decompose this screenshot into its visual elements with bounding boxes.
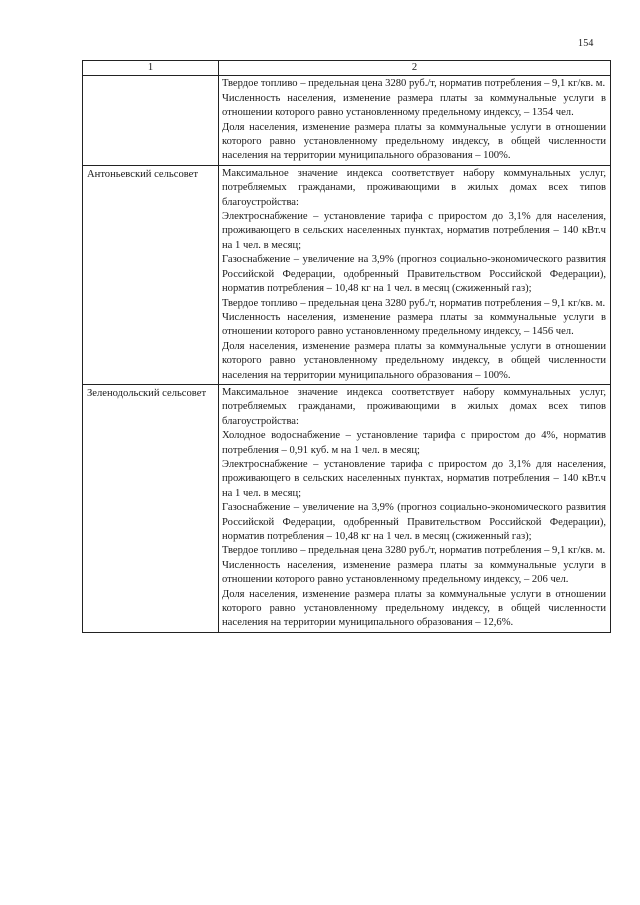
paragraph: Твердое топливо – предельная цена 3280 руб./т, норматив потребления – 9,1 кг/кв. м. xyxy=(222,78,606,90)
paragraph: Максимальное значение индекса соответствует набору коммунальных услуг, потребляемых гражданами, проживающими в жилых домах всех типов благоустройства: xyxy=(222,386,606,427)
municipality-name-cell: Антоньевский сельсовет xyxy=(83,165,219,384)
indicators-cell xyxy=(219,165,611,384)
paragraph: Доля населения, изменение размера платы за коммунальные услуги в отношении которого равно установленному предельному индексу, в общей численности населения на территории муниципального образования – 100%. xyxy=(222,340,606,381)
column-header-2: 2 xyxy=(219,61,611,76)
tariff-table xyxy=(82,60,611,633)
table-header-row xyxy=(83,61,611,76)
indicators-cell xyxy=(219,76,611,165)
paragraph: Твердое топливо – предельная цена 3280 руб./т, норматив потребления – 9,1 кг/кв. м. xyxy=(222,545,606,557)
paragraph: Доля населения, изменение размера платы за коммунальные услуги в отношении которого равно установленному предельному индексу, в общей численности населения на территории муниципального образования – 12,6%. xyxy=(222,588,606,629)
table-row xyxy=(83,76,611,165)
table-row xyxy=(83,165,611,384)
paragraph: Максимальное значение индекса соответствует набору коммунальных услуг, потребляемых гражданами, проживающими в жилых домах всех типов благоустройства: xyxy=(222,167,606,208)
indicators-cell xyxy=(219,384,611,632)
page-number: 154 xyxy=(578,38,594,49)
municipality-name-cell: Зеленодольский сельсовет xyxy=(83,384,219,632)
paragraph: Электроснабжение – установление тарифа с приростом до 3,1% для населения, проживающего в сельских населенных пунктах, норматив потребления – 140 кВт.ч на 1 чел. в месяц; xyxy=(222,211,606,251)
paragraph: Холодное водоснабжение – установление тарифа с приростом до 4%, норматив потребления – 0,91 куб. м на 1 чел. в месяц; xyxy=(222,430,606,456)
paragraph: Численность населения, изменение размера платы за коммунальные услуги в отношении которого равно установленному предельному индексу, – 1456 чел. xyxy=(222,311,606,338)
paragraph: Газоснабжение – увеличение на 3,9% (прогноз социально-экономического развития Российской Федерации, одобренный Правительством Российской Федерации), норматив потребления – 10,48 кг на 1 чел. в месяц (сжиженный газ); xyxy=(222,254,606,295)
paragraph: Газоснабжение – увеличение на 3,9% (прогноз социально-экономического развития Российской Федерации, одобренный Правительством Российской Федерации), норматив потребления – 10,48 кг на 1 чел. в месяц (сжиженный газ); xyxy=(222,502,606,542)
paragraph: Доля населения, изменение размера платы за коммунальные услуги в отношении которого равно установленному предельному индексу, в общей численности населения на территории муниципального образования – 100%. xyxy=(222,121,606,162)
paragraph: Твердое топливо – предельная цена 3280 руб./т, норматив потребления – 9,1 кг/кв. м. xyxy=(222,297,606,309)
paragraph: Численность населения, изменение размера платы за коммунальные услуги в отношении которого равно установленному предельному индексу, – 1354 чел. xyxy=(222,92,606,119)
column-header-1: 1 xyxy=(83,61,219,76)
paragraph: Электроснабжение – установление тарифа с приростом до 3,1% для населения, проживающего в сельских населенных пунктах, норматив потребления – 140 кВт.ч на 1 чел. в месяц; xyxy=(222,458,606,499)
paragraph: Численность населения, изменение размера платы за коммунальные услуги в отношении которого равно установленному предельному индексу, – 206 чел. xyxy=(222,559,606,586)
municipality-name-cell xyxy=(83,76,219,165)
table-row xyxy=(83,384,611,632)
